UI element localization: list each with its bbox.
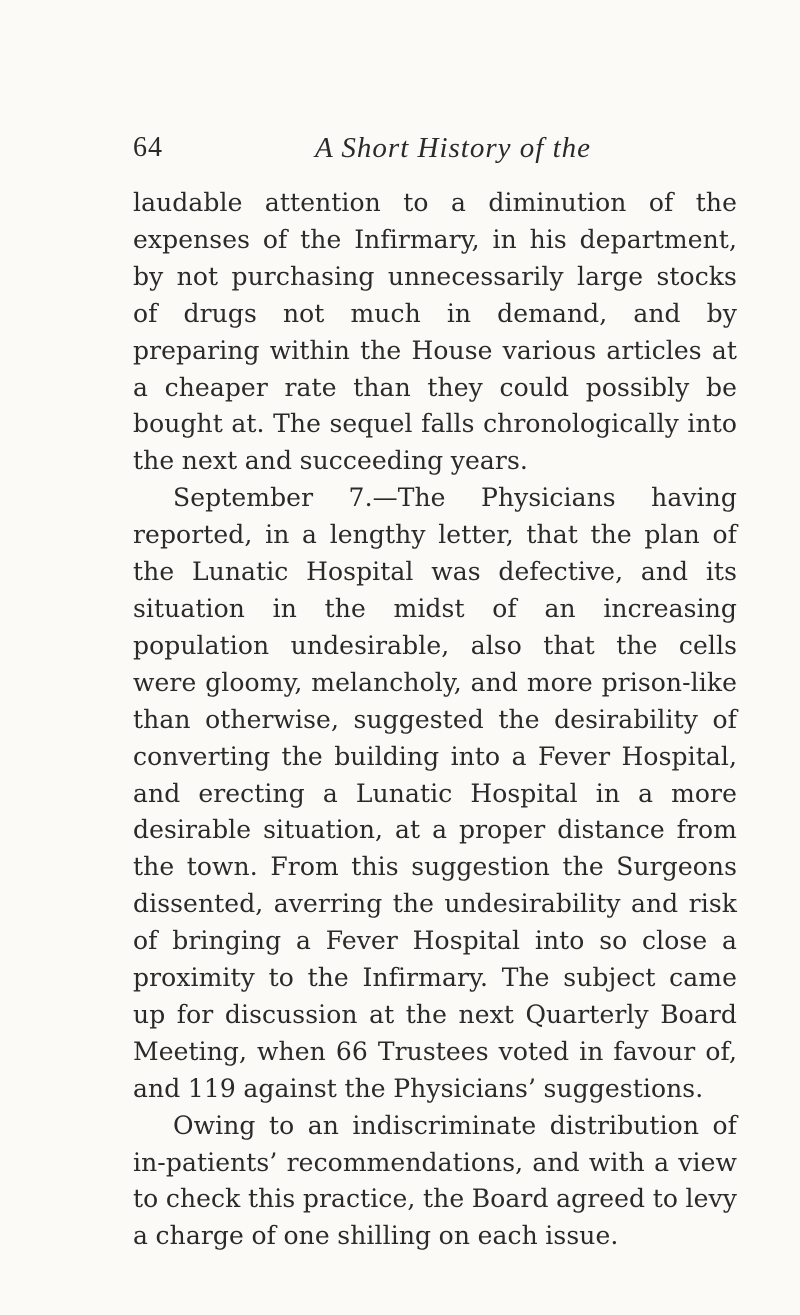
- running-title: A Short History of the: [314, 132, 592, 164]
- paragraph-recommendations: Owing to an indiscriminate distribution of in-patients’ recommendations, and with a view to check this practice, the Board agreed to levy a charge of one shilling on each issue.: [133, 1110, 737, 1251]
- body-text: [133, 185, 737, 1255]
- paragraph-september-7: September 7.—The Physicians having reported, in a lengthy letter, that the plan of the Lunatic Hospital was defective, and its situation in the midst of an increasing population undesirable, also that the cells were gloomy, melancholy, and more prison-like than otherwise, suggested the desirability of converting the building into a Fever Hospital, and erecting a Lunatic Hospital in a more desirable situation, at a proper distance from the town. From this suggestion the Surgeons dissented, averring the undesirability and risk of bringing a Fever Hospital into so close a proximity to the Infirmary. The subject came up for discussion at the next Quarterly Board Meeting, when 66 Trustees voted in favour of, and 119 against the Physicians’ suggestions.: [133, 483, 737, 1103]
- page-number: 64: [133, 132, 163, 163]
- running-header: [133, 128, 733, 168]
- paragraph-continuation: laudable attention to a diminution of the expenses of the Infirmary, in his department, by not purchasing unnecessarily large stocks of drugs not much in demand, and by preparing within the House various articles at a cheaper rate than they could possibly be bought at. The sequel falls chronologically into the next and succeeding years.: [133, 188, 737, 476]
